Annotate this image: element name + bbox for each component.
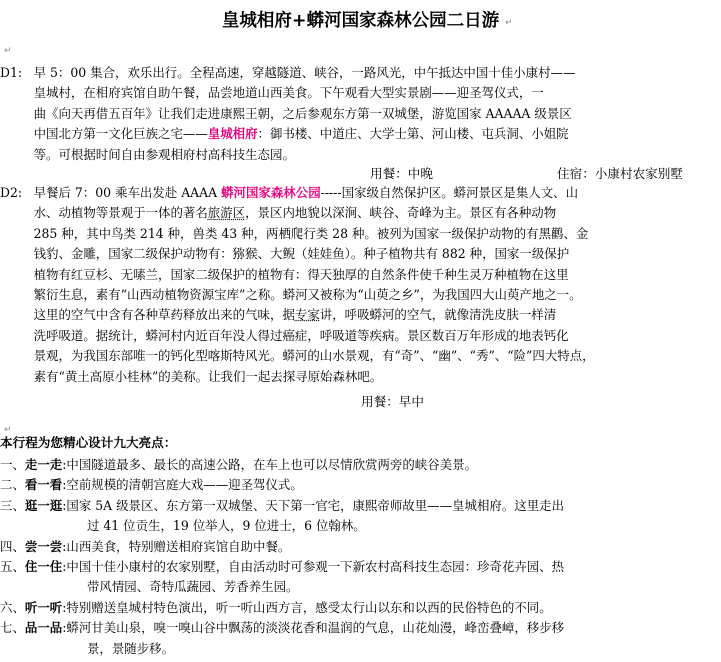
day2-text-line: ，景区内地貌以深涧、峡谷、奇峰为主。景区有各种动物 — [245, 205, 557, 221]
day2-label: D2: — [0, 185, 23, 200]
item-number: 六、 — [0, 599, 25, 615]
day1-text-line: 等。可根据时间自由参观相府村高科技生态园。 — [33, 146, 295, 162]
item-text-continued: 过 41 位贡生，19 位举人，9 位进士，6 位翰林。 — [86, 518, 366, 534]
highlights-list: 一、走一走:中国隧道最多、最长的高速公路，在车上也可以尽情欣赏两旁的峡谷美景。 二、看一看:空前规模的清朝宫庭大戏——迎圣驾仪式。 三、逛一逛:国家 5A 级景区、东方第一双城堡、天下第一官宅，康熙帝师故里——皇城相府。这里走出 过 41 位贡生，19 位举人，9 位进士，6 位翰林。 四、尝一尝:山西美食，特别赠送相府宾馆自助中餐。 五、住一住:中国十佳小康村的农家别墅，自由活动时可参观一下新农村高科技生态园：珍奇花卉园、热 带风情园、奇特瓜蔬园、芳香养生园。 六、听一听:特别赠送皇城村特色演出，听一听山西方言，感受太行山以东和以西的民俗特色的不同。 七、品一品:蟒河甘美山泉，嗅一嗅山谷中飘荡的淡淡花香和温润的气息，山花灿漫，峰峦叠嶂，移步移 景，景随步移。 — [0, 457, 565, 656]
item-keyword: 逛一逛 — [24, 497, 63, 513]
day2-text-line: 水、动植物等景观于一体的著名 — [33, 205, 208, 221]
item-number: 一、 — [0, 457, 25, 472]
item-keyword: 品一品 — [24, 620, 63, 636]
day2-underlined-word: 专家 — [294, 307, 320, 323]
day2-text-line: -----国家级自然保护区。蟒河景区是集人文、山 — [320, 185, 579, 200]
day2-text-line: 繁衍生息，素有“山西动植物资源宝库”之称。蟒河又被称为“山萸之乡”，为我国四大山萸产地之一。 — [33, 286, 582, 302]
day2-meal: 用餐：早中 — [361, 394, 424, 409]
item-keyword: 看一看 — [24, 477, 63, 493]
item-number: 四、 — [0, 538, 25, 554]
item-keyword: 尝一尝 — [24, 538, 63, 554]
day2-text-line: 早餐后 7：00 乘车出发赴 AAAA — [33, 185, 222, 200]
day1-text-line: 中国北方第一文化巨族之宅—— — [33, 126, 208, 142]
day1-text-line: 早 5：00 集合，欢乐出行。全程高速，穿越隧道、峡谷，一路风光，中午抵达中国十佳小康村—— — [33, 65, 576, 80]
item-text-continued: 带风情园、奇特瓜蔬园、芳香养生园。 — [86, 579, 299, 595]
item-keyword: 听一听 — [24, 599, 63, 615]
highlights-heading: 本行程为您精心设计九大亮点： — [0, 435, 177, 450]
day1-meal: 用餐：中晚 — [370, 166, 433, 181]
item-text: 国家 5A 级景区、东方第一双城堡、天下第一官宅，康熙帝师故里——皇城相府。这里走出 — [66, 497, 565, 513]
day2-text-line: 洗呼吸道。据统计，蟒河村内近百年没人得过癌症，呼吸道等疾病。景区数百万年形成的地表钙化 — [33, 327, 569, 343]
page-title: 皇城相府+蟒河国家森林公园二日游 — [221, 11, 500, 31]
item-number: 二、 — [0, 477, 25, 493]
day2-text-line: 讲，呼吸蟒河的空气，就像清洗皮肤一样清 — [319, 307, 557, 323]
item-keyword: 住一住 — [24, 558, 63, 574]
item-number: 三、 — [0, 497, 25, 513]
item-number: 七、 — [0, 620, 25, 636]
item-text: 蟒河甘美山泉，嗅一嗅山谷中飘荡的淡淡花香和温润的气息，山花灿漫，峰峦叠嶂，移步移 — [66, 620, 565, 636]
item-text: 中国十佳小康村的农家别墅，自由活动时可参观一下新农村高科技生态园：珍奇花卉园、热 — [66, 558, 565, 574]
day2-text-line: 景观，为我国东部唯一的钙化型喀斯特风光。蟒河的山水景观，有“奇”、“幽”、“秀”、“险”四大特点， — [33, 348, 595, 364]
day1-text-line: ：御书楼、中道庄、大学士第、河山楼、屯兵洞、小姐院 — [257, 126, 569, 142]
day2-underlined-word: 旅游区 — [207, 205, 246, 221]
day2-text-line: 素有“黄土高原小桂林”的美称。让我们一起去探寻原始森林吧。 — [33, 368, 383, 384]
paragraph-mark: ↵ — [4, 46, 12, 56]
day2-text-line: 植物有红豆杉、无嗉兰，国家二级保护的植物有：得天独厚的自然条件使千种生灵万种植物在这里 — [33, 266, 569, 282]
day1-label: D1: — [0, 65, 23, 80]
item-keyword: 走一走 — [24, 457, 63, 472]
day1-section — [0, 63, 721, 165]
huangcheng-xiangfu-highlight: 皇城相府 — [207, 126, 258, 142]
day2-text-line: 这里的空气中含有各种草药释放出来的气味，据 — [33, 307, 295, 323]
day1-text-line: 曲《向天再借五百年》让我们走进康熙王朝，之后参观东方第一双城堡，游览国家 AAAAA 级景区 — [33, 105, 572, 121]
item-text: 中国隧道最多、最长的高速公路，在车上也可以尽情欣赏两旁的峡谷美景。 — [66, 457, 478, 472]
day1-stay: 住宿：小康村农家别墅 — [557, 166, 683, 181]
item-number: 五、 — [0, 558, 25, 574]
day2-text-line: 钱豹、金雕，国家二级保护动物有：猕猴、大鲵（娃娃鱼）。种子植物共有 882 种，国家一级保护 — [33, 246, 570, 262]
day2-section — [0, 183, 721, 387]
day1-text-line: 皇城村，在相府宾馆自助午餐，品尝地道山西美食。下午观看大型实景剧——迎圣驾仪式，一 — [33, 85, 544, 101]
item-text-continued: 景，景随步移。 — [86, 640, 175, 656]
paragraph-mark: ↵ — [505, 18, 513, 28]
item-text: 特别赠送皇城村特色演出，听一听山西方言，感受太行山以东和以西的民俗特色的不同。 — [66, 599, 552, 615]
item-text: 空前规模的清朝宫庭大戏——迎圣驾仪式。 — [66, 477, 303, 493]
paragraph-mark: ↵ — [4, 425, 12, 435]
day2-text-line: 285 种，其中鸟类 214 种，兽类 43 种，两栖爬行类 28 种。被列为国家一级保护动物的有黑鹳、金 — [33, 225, 589, 241]
item-text: 山西美食，特别赠送相府宾馆自助中餐。 — [66, 538, 291, 554]
manghe-park-highlight: 蟒河国家森林公园 — [221, 185, 321, 200]
